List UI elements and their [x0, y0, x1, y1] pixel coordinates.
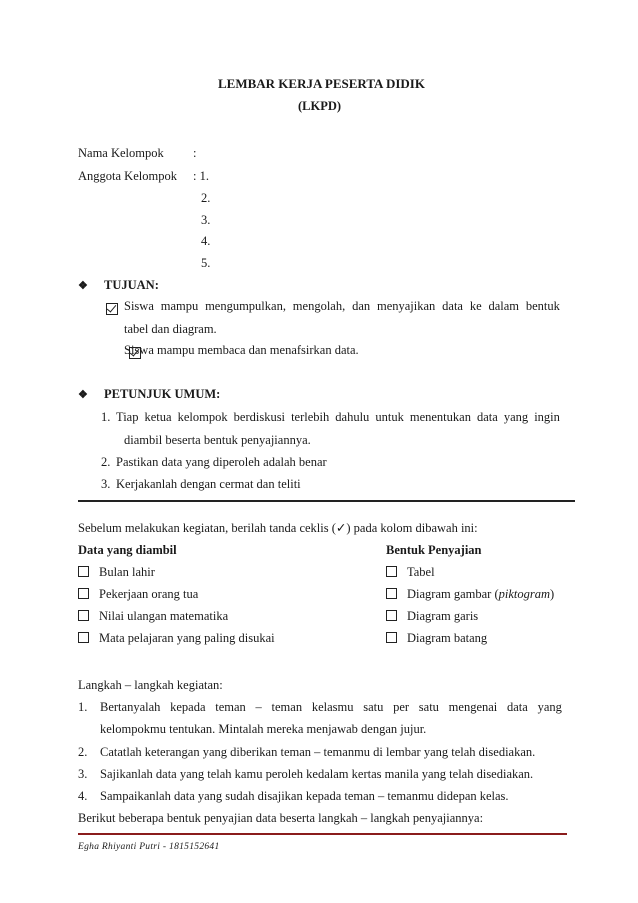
footer-divider: [78, 833, 567, 835]
langkah-item-1-line1: Bertanyalah kepada teman – teman kelasmu satu per satu mengenai data yang: [100, 700, 562, 714]
data-option[interactable]: Pekerjaan orang tua: [78, 587, 198, 602]
langkah-item-4: Sampaikanlah data yang sudah disajikan kepada teman – temanmu didepan kelas.: [100, 789, 509, 803]
format-option[interactable]: Diagram garis: [386, 609, 478, 624]
checkbox-icon[interactable]: [78, 588, 89, 599]
petunjuk-item-1-line1: Tiap ketua kelompok berdiskusi terlebih dahulu untuk menentukan data yang ingin: [116, 410, 560, 424]
langkah-item-2: Catatlah keterangan yang diberikan teman – temanmu di lembar yang telah disediakan.: [100, 745, 536, 759]
checklist-intro: Sebelum melakukan kegiatan, berilah tanda ceklis (✓) pada kolom dibawah ini:: [78, 521, 478, 535]
petunjuk-item-3: Kerjakanlah dengan cermat dan teliti: [116, 477, 301, 491]
tujuan-item-1-line2: tabel dan diagram.: [124, 322, 217, 336]
langkah-num: 4.: [78, 789, 88, 803]
langkah-heading: Langkah – langkah kegiatan:: [78, 678, 223, 692]
group-name-label: Nama Kelompok: [78, 146, 164, 160]
group-members-label: Anggota Kelompok: [78, 169, 177, 183]
langkah-num: 2.: [78, 745, 88, 759]
format-option[interactable]: Diagram gambar (piktogram): [386, 587, 554, 602]
langkah-item-3: Sajikanlah data yang telah kamu peroleh kedalam kertas manila yang telah disediakan.: [100, 767, 534, 781]
format-option[interactable]: Tabel: [386, 565, 435, 580]
tujuan-item-1-line1: Siswa mampu mengumpulkan, mengolah, dan menyajikan data ke dalam bentuk: [124, 299, 560, 313]
tujuan-item-2: Siswa mampu membaca dan menafsirkan data.: [124, 343, 359, 357]
checked-box-icon: [106, 303, 118, 315]
langkah-closing: Berikut beberapa bentuk penyajian data beserta langkah – langkah penyajiannya:: [78, 811, 484, 825]
member-number: 2.: [201, 191, 211, 205]
group-name-colon: :: [193, 146, 197, 160]
format-column-header: Bentuk Penyajian: [386, 543, 482, 557]
checkbox-icon[interactable]: [386, 610, 397, 621]
petunjuk-item-1-line2: diambil beserta bentuk penyajiannya.: [124, 433, 311, 447]
data-option[interactable]: Nilai ulangan matematika: [78, 609, 228, 624]
petunjuk-num: 3.: [101, 477, 111, 491]
member-number: 3.: [201, 213, 211, 227]
petunjuk-num: 2.: [101, 455, 111, 469]
footer-author: Egha Rhiyanti Putri - 1815152641: [78, 842, 220, 852]
member-number: 4.: [201, 234, 211, 248]
checkbox-icon[interactable]: [78, 610, 89, 621]
page-title: LEMBAR KERJA PESERTA DIDIK: [218, 76, 425, 91]
data-option[interactable]: Mata pelajaran yang paling disukai: [78, 631, 275, 646]
data-option[interactable]: Bulan lahir: [78, 565, 155, 580]
checkbox-icon[interactable]: [78, 566, 89, 577]
data-column-header: Data yang diambil: [78, 543, 177, 557]
diamond-bullet-icon: ❖: [78, 389, 88, 401]
checkmark-icon: ✓: [335, 521, 347, 535]
checkbox-icon[interactable]: [386, 566, 397, 577]
checkbox-icon[interactable]: [78, 632, 89, 643]
langkah-num: 1.: [78, 700, 88, 714]
format-option[interactable]: Diagram batang: [386, 631, 487, 646]
langkah-item-1-line2: kelompokmu tentukan. Mintalah mereka menjawab dengan jujur.: [100, 722, 427, 736]
diamond-bullet-icon: ❖: [78, 280, 88, 292]
checkbox-icon[interactable]: [386, 632, 397, 643]
page-subtitle: (LKPD): [298, 99, 342, 113]
section-divider: [78, 500, 575, 502]
group-members-first: : 1.: [193, 169, 209, 183]
member-number: 5.: [201, 256, 211, 270]
langkah-num: 3.: [78, 767, 88, 781]
checkbox-icon[interactable]: [386, 588, 397, 599]
petunjuk-heading: ❖ PETUNJUK UMUM:: [78, 387, 221, 401]
tujuan-heading: ❖ TUJUAN:: [78, 278, 159, 292]
petunjuk-item-2: Pastikan data yang diperoleh adalah benar: [116, 455, 327, 469]
petunjuk-num: 1.: [101, 410, 111, 424]
